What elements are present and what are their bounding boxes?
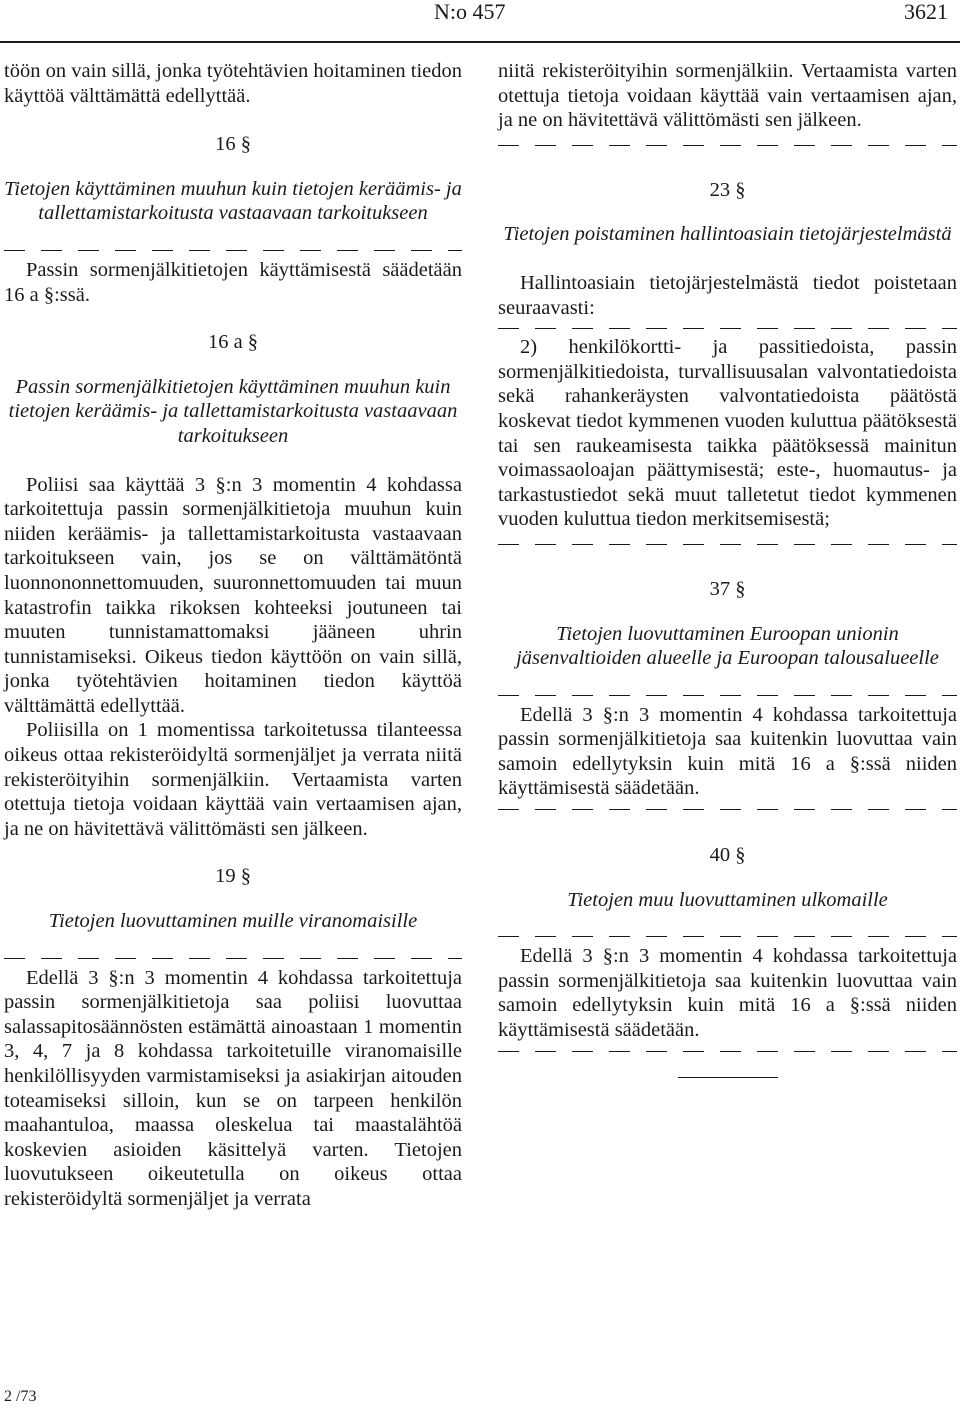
left-column [4,59,462,1212]
end-rule [678,1077,778,1078]
right-column [498,59,957,1078]
section-number-16a: 16 a § [207,331,259,354]
header-rule [0,41,960,43]
section-number-40: 40 § [709,844,746,867]
section-number-23: 23 § [709,178,746,201]
section-title-16a: Passin sormenjälkitietojen käyttäminen muuhun kuin tietojen keräämis- ja tallettamistarkoitusta vastaavaan tarkoitukseen [8,375,458,447]
section-title-23: Tietojen poistaminen hallintoasiain tietojärjestelmästä [503,223,952,246]
continuation-paragraph: töön on vain sillä, jonka työtehtävien hoitaminen tiedon käyttöä välttämättä edellyttää. [4,60,462,107]
continuation-paragraph: niitä rekisteröityihin sormenjälkiin. Vertaamista varten otettuja tietoja voidaan käyttää vain vertaamisen ajan, ja ne on hävitettävä välittömästi sen jälkeen. [498,60,957,132]
section-40-text: Edellä 3 §:n 3 momentin 4 kohdassa tarkoitettuja passin sormenjälkitietoja saa kuitenkin luovuttaa vain samoin edellytyksin kuin mitä 16 a §:ssä niiden käyttämisestä säädetään. [498,945,957,1042]
header-statute-number: N:o 457 [434,0,506,24]
section-title-19: Tietojen luovuttaminen muille viranomaisille [48,910,418,933]
section-23-item-2: 2) henkilökortti- ja passitiedoista, passin sormenjälkitiedoista, turvallisuusalan valvontatiedoista sekä rahankeräysten valvontatiedoista päätöstä koskevat tiedot kymmenen vuoden kuluttua päätöksestä tai sen raukeamisesta taikka päätöksessä mainitun voimassaoloajan päättymisestä; este-, huomautus- ja tarkastustiedot sekä muut talletetut tiedot kymmenen vuoden kuluttua tiedon merkitsemisestä; [498,336,957,531]
section-title-37: Tietojen luovuttaminen Euroopan unionin jäsenvaltioiden alueelle ja Euroopan talousalueelle [516,622,939,670]
section-number-19: 19 § [215,865,251,888]
section-37-text: Edellä 3 §:n 3 momentin 4 kohdassa tarkoitettuja passin sormenjälkitietoja saa kuitenkin luovuttaa vain samoin edellytyksin kuin mitä 16 a §:ssä niiden käyttämisestä säädetään. [498,703,957,800]
section-19-text: Edellä 3 §:n 3 momentin 4 kohdassa tarkoitettuja passin sormenjälkitietoja saa poliisi luovuttaa salassapitosäännösten estämättä ainoastaan 1 momentin 3, 4, 7 ja 8 kohdassa tarkoitetuille viranomaisille henkilöllisyyden varmistamiseksi ja asiakirjan aitouden toteamiseksi silloin, kun se on tarpeen henkilön maahantuloa, maassa oleskelua tai maastalähtöä koskevien asioiden käsittelyä varten. Tietojen luovutukseen oikeutetulla on oikeus ottaa rekisteröidyltä sormenjäljet ja verrata [4,966,462,1210]
section-title-40: Tietojen muu luovuttaminen ulkomaille [567,888,888,911]
section-16a-paragraph-1: Poliisi saa käyttää 3 §:n 3 momentin 4 kohdassa tarkoitettuja passin sormenjälkitietoja muuhun kuin niiden keräämis- ja tallettamistarkoitusta vastaavaan tarkoitukseen vain, jos se on välttämätöntä luonnononnettomuuden, suuronnettomuuden tai muun katastrofin taikka rikoksen kohteeksi joutuneen tai muuten tunnistamattomaksi jääneen uhrin tunnistamiseksi. Oikeus tiedon käyttöön on vain sillä, jonka työtehtävien hoitaminen tiedon käyttöä välttämättä edellyttää. [4,473,462,717]
section-23-intro: Hallintoasiain tietojärjestelmästä tiedot poistetaan seuraavasti: [498,271,957,319]
section-16a-paragraph-2: Poliisilla on 1 momentissa tarkoitetussa tilanteessa oikeus ottaa rekisteröidyltä sormenjäljet ja verrata niitä rekisteröityihin sormenjälkiin. Vertaamista varten otettuja tietoja voidaan käyttää vain vertaamisen ajan, ja ne on hävitettävä välittömästi sen jälkeen. [4,719,462,840]
page-number: 3621 [904,0,948,24]
section-number-37: 37 § [709,577,746,600]
footer-sheet-mark: 2 /73 [4,1388,37,1405]
section-16-text: Passin sormenjälkitietojen käyttämisestä säädetään 16 a §:ssä. [4,258,462,306]
section-title-16: Tietojen käyttäminen muuhun kuin tietojen keräämis- ja tallettamistarkoitusta vastaavaan tarkoitukseen [4,177,462,225]
section-number-16: 16 § [215,133,251,156]
